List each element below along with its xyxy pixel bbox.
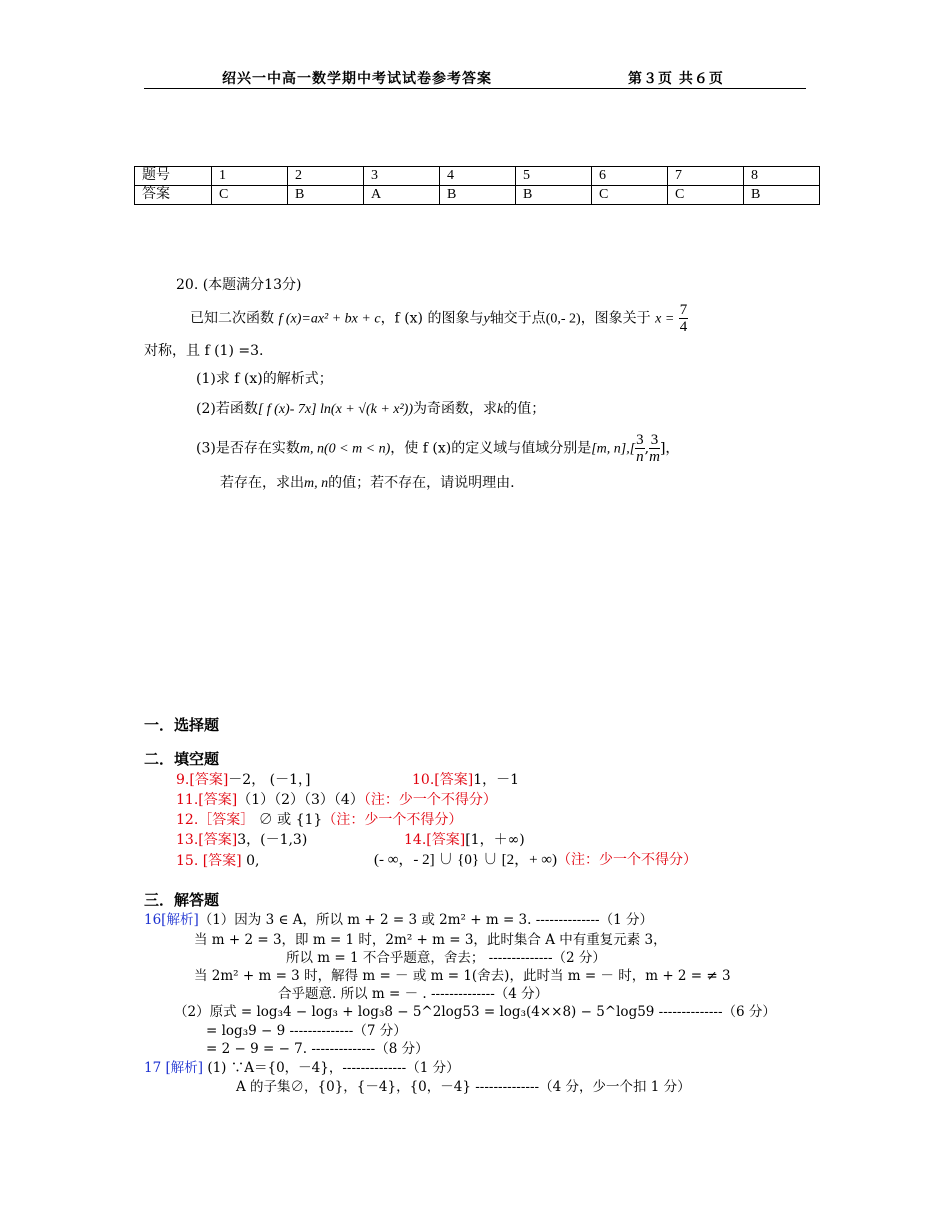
table-cell: 7 xyxy=(668,167,744,186)
answer-tag: 10.[答案] xyxy=(412,772,474,788)
text: 的值；若不存在，请说明理由. xyxy=(328,475,515,491)
solution-tag: 17 [解析] xyxy=(144,1060,204,1076)
answer-value: （1）（2）（3）（4） xyxy=(237,792,364,808)
table-cell: 6 xyxy=(592,167,668,186)
table-cell: 8 xyxy=(744,167,820,186)
math-symbol: k xyxy=(497,402,504,417)
answer-value: －2， (－1，] xyxy=(228,772,311,788)
answer-tag: 14.[答案] xyxy=(404,832,466,848)
text: ，图象关于 xyxy=(580,310,651,327)
table-cell: B xyxy=(516,186,592,205)
math-expression: f (x)=ax² + bx + c xyxy=(278,311,381,327)
answer-value: 1，－1 xyxy=(473,772,520,788)
math-expression: m, n(0 < m < n) xyxy=(299,441,391,457)
text: 的值； xyxy=(503,401,546,417)
text: ，使 f (x)的定义域与值域分别是 xyxy=(390,440,592,457)
answer-note: （注：少一个不得分） xyxy=(322,812,463,828)
solution-16-line: （2）原式 = log₃4 − log₃ + log₃8 − 5^2log53 = log₃(4××8) − 5^log59 --------------（6 分） xyxy=(174,1004,776,1020)
solution-16-line: = 2 − 9 = − 7. --------------（8 分） xyxy=(206,1041,429,1057)
table-cell: 5 xyxy=(516,167,592,186)
answer-value: 0, xyxy=(246,853,260,869)
text: 已知二次函数 xyxy=(190,310,274,327)
fraction-numerator: 3 xyxy=(636,432,644,448)
problem-statement-line2: 对称，且 f (1) =3. xyxy=(144,343,264,359)
problem-statement-line1 xyxy=(190,302,688,335)
math-expression: x = xyxy=(655,311,675,327)
table-cell: B xyxy=(744,186,820,205)
text: (2)若函数 xyxy=(196,401,258,417)
answer-15 xyxy=(176,850,259,870)
table-cell: 1 xyxy=(212,167,288,186)
text: 若存在，求出 xyxy=(220,475,304,491)
fraction-numerator: 7 xyxy=(679,302,688,318)
text: (3)是否存在实数 xyxy=(196,440,300,457)
section-heading: 三．解答题 xyxy=(144,891,220,909)
fraction-numerator: 3 xyxy=(650,432,659,448)
table-cell: C xyxy=(668,186,744,205)
answer-13 xyxy=(176,829,307,849)
question-3: (3)是否存在实数m, n(0 < m < n)，使 f (x)的定义域与值域分别是[m, n],[ $\frac{3}{n}$ , $\frac{3}{m}$ ]， xyxy=(196,432,680,465)
question-3-continued xyxy=(220,472,515,492)
question-1: (1)求 f (x)的解析式； xyxy=(196,371,333,387)
answer-value: ∅ 或 {1} xyxy=(258,812,323,828)
question-2 xyxy=(196,398,545,418)
section-heading: 二．填空题 xyxy=(144,750,220,768)
text: ，f (x) 的图象与 xyxy=(380,310,484,327)
answer-table xyxy=(134,166,820,205)
table-cell: C xyxy=(592,186,668,205)
solution-text: (1) ∵A＝{0，－4}，--------------（1 分） xyxy=(207,1060,460,1076)
answer-14 xyxy=(404,829,525,849)
answer-note: （注：少一个不得分） xyxy=(556,852,697,868)
answer-value: 3，(－1,3) xyxy=(237,832,308,848)
table-row xyxy=(135,167,820,186)
solution-16-line xyxy=(144,908,653,928)
solution-17-line xyxy=(144,1056,460,1076)
header-rule xyxy=(144,88,806,89)
fraction xyxy=(679,302,689,335)
answer-15-set xyxy=(374,848,697,869)
answer-11 xyxy=(176,789,497,809)
math-expression: m, n xyxy=(304,476,329,491)
answer-tag: 15. [答案] xyxy=(176,853,242,869)
fraction-denominator: n xyxy=(636,449,644,465)
math-expression: [ f (x)- 7x] ln(x + √(k + x²)) xyxy=(257,402,413,417)
table-cell: B xyxy=(288,186,364,205)
table-cell: 答案 xyxy=(135,186,212,205)
problem-heading: 20. (本题满分13分) xyxy=(176,277,302,293)
table-cell: 4 xyxy=(440,167,516,186)
solution-16-line: = log₃9 − 9 --------------（7 分） xyxy=(206,1023,407,1039)
header-title: 绍兴一中高一数学期中考试试卷参考答案 xyxy=(222,71,492,87)
fraction xyxy=(649,432,660,465)
solution-tag: 16[解析] xyxy=(144,912,199,928)
table-cell: A xyxy=(364,186,440,205)
text: 轴交于点 xyxy=(489,310,546,327)
answer-tag: 12.［答案］ xyxy=(176,812,255,828)
solution-16-line: 所以 m = 1 不合乎题意，舍去； --------------（2 分） xyxy=(286,950,606,966)
answer-9 xyxy=(176,769,310,789)
table-cell: 2 xyxy=(288,167,364,186)
solution-text: （1）因为 3 ∈ A，所以 m + 2 = 3 或 2m² + m = 3. --------------（1 分） xyxy=(198,912,653,928)
table-cell: 3 xyxy=(364,167,440,186)
answer-value: [1，＋∞) xyxy=(465,832,525,848)
table-cell: B xyxy=(440,186,516,205)
solution-16-line: 当 m + 2 = 3，即 m = 1 时，2m² + m = 3，此时集合 A 中有重复元素 3， xyxy=(194,932,667,948)
answer-12 xyxy=(176,809,462,829)
header-page-number: 第３页 共６页 xyxy=(628,71,724,87)
answer-note: （注：少一个不得分） xyxy=(363,792,497,808)
solution-16-line: 当 2m² + m = 3 时，解得 m = － 或 m = 1(舍去)，此时当 m = － 时，m + 2 = ≠ 3 xyxy=(194,968,731,984)
table-row xyxy=(135,186,820,205)
fraction xyxy=(635,432,645,465)
solution-17-line: A 的子集∅，{0}，{－4}，{0，－4} --------------（4 分，少一个扣 1 分） xyxy=(236,1079,691,1095)
table-cell: C xyxy=(212,186,288,205)
fraction-denominator: 4 xyxy=(679,319,688,335)
text: 为奇函数，求 xyxy=(413,401,497,417)
answer-tag: 9.[答案] xyxy=(176,772,229,788)
math-expression: [m, n],[ xyxy=(591,441,636,457)
solution-16-line: 合乎题意. 所以 m = － . --------------（4 分） xyxy=(278,986,549,1002)
text: ]， xyxy=(659,440,680,457)
section-heading: 一．选择题 xyxy=(144,716,220,734)
table-cell: 题号 xyxy=(135,167,212,186)
answer-tag: 13.[答案] xyxy=(176,832,238,848)
math-expression: (0,- 2) xyxy=(545,311,581,327)
answer-value: (- ∞，- 2] ∪ {0} ∪ [2，+ ∞) xyxy=(374,852,557,868)
answer-tag: 11.[答案] xyxy=(176,792,238,808)
fraction-denominator: m xyxy=(649,449,660,465)
answer-10 xyxy=(412,769,519,789)
math-symbol: y xyxy=(483,311,490,327)
